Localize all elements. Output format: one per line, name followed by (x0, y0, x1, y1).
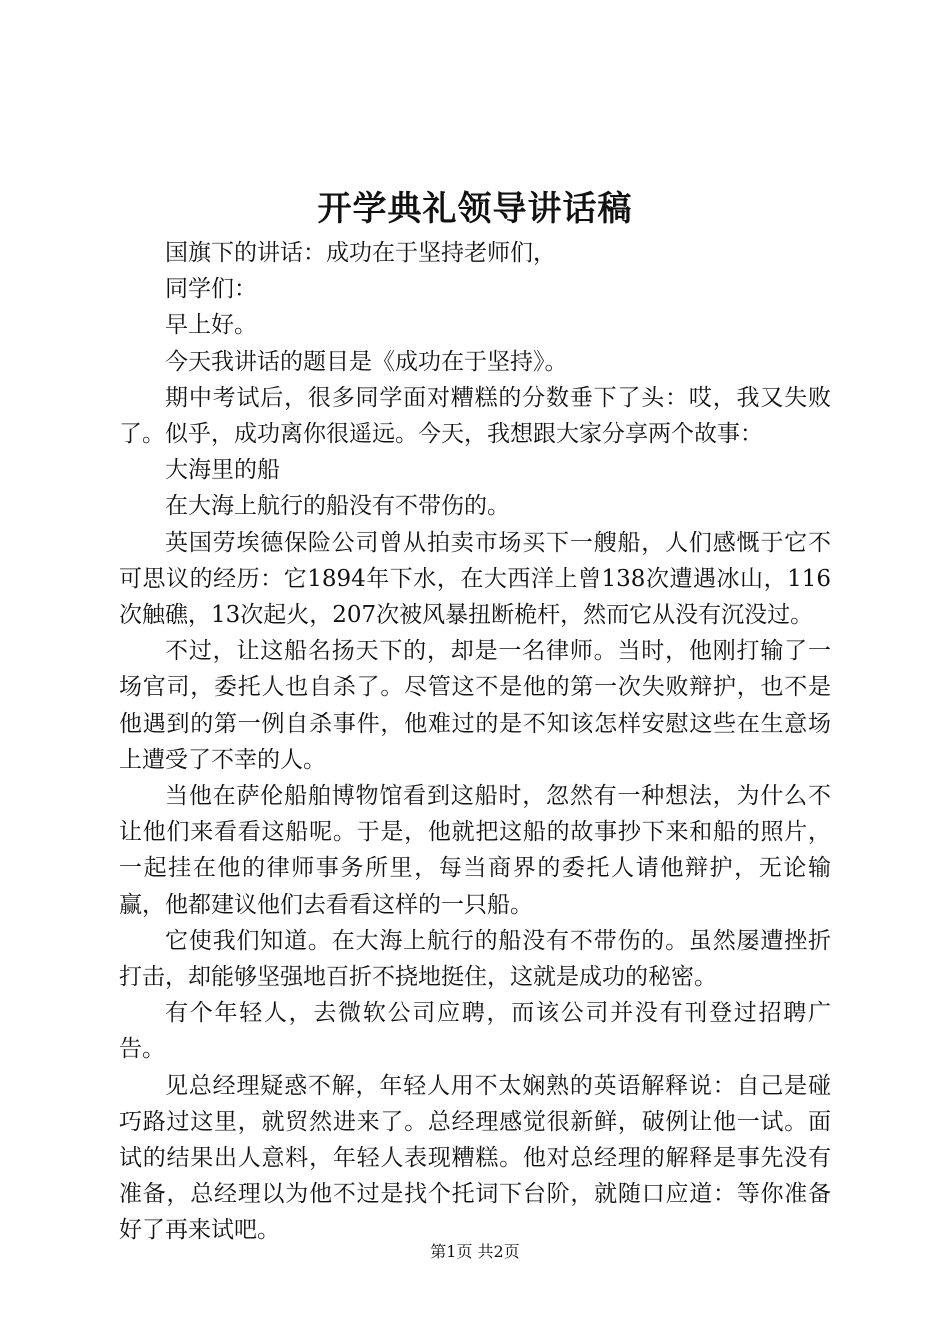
paragraph: 同学们： (165, 276, 257, 303)
paragraph: 它使我们知道。在大海上航行的船没有不带伤的。虽然屡遭挫折打击，却能够坚强地百折不挠地挺住，这就是成功的秘密。 (119, 927, 831, 991)
paragraph: 国旗下的讲话：成功在于坚持老师们， (165, 240, 556, 266)
paragraph: 当他在萨伦船舶博物馆看到这船时，忽然有一种想法，为什么不让他们来看看这船呢。于是，他就把这船的故事抄下来和船的照片，一起挂在他的律师事务所里，每当商界的委托人请他辩护，无论输赢，他都建议他们去看看这样的一只船。 (119, 783, 831, 918)
paragraph: 不过，让这船名扬天下的，却是一名律师。当时，他刚打输了一场官司，委托人也自杀了。尽管这不是他的第一次失败辩护，也不是他遇到的第一例自杀事件，他难过的是不知该怎样安慰这些在生意场上遭受了不幸的人。 (119, 638, 831, 773)
paragraph: 见总经理疑惑不解，年轻人用不太娴熟的英语解释说：自己是碰巧路过这里，就贸然进来了。总经理感觉很新鲜，破例让他一试。面试的结果出人意料，年轻人表现糟糕。他对总经理的解释是事先没有准备，总经理以为他不过是找个托词下台阶，就随口应道：等你准备好了再来试吧。 (119, 1072, 831, 1244)
paragraph: 有个年轻人，去微软公司应聘，而该公司并没有刊登过招聘广告。 (119, 1000, 831, 1063)
page-number-footer: 第1页 共2页 (430, 1242, 520, 1261)
paragraph: 今天我讲话的题目是《成功在于坚持》。 (165, 348, 568, 375)
document-body (119, 235, 831, 1249)
paragraph: 在大海上航行的船没有不带伤的。 (165, 493, 510, 520)
paragraph: 早上好。 (165, 312, 257, 339)
document-title: 开学典礼领导讲话稿 (317, 189, 633, 229)
paragraph: 大海里的船 (165, 457, 280, 484)
paragraph: 期中考试后，很多同学面对糟糕的分数垂下了头：哎，我又失败了。似乎，成功离你很遥远。今天，我想跟大家分享两个故事： (119, 384, 831, 448)
paragraph: 英国劳埃德保险公司曾从拍卖市场买下一艘船，人们感慨于它不可思议的经历：它1894年下水，在大西洋上曾138次遭遇冰山，116次触礁，13次起火，207次被风暴扭断桅杆，然而它从没有沉没过。 (119, 529, 831, 629)
